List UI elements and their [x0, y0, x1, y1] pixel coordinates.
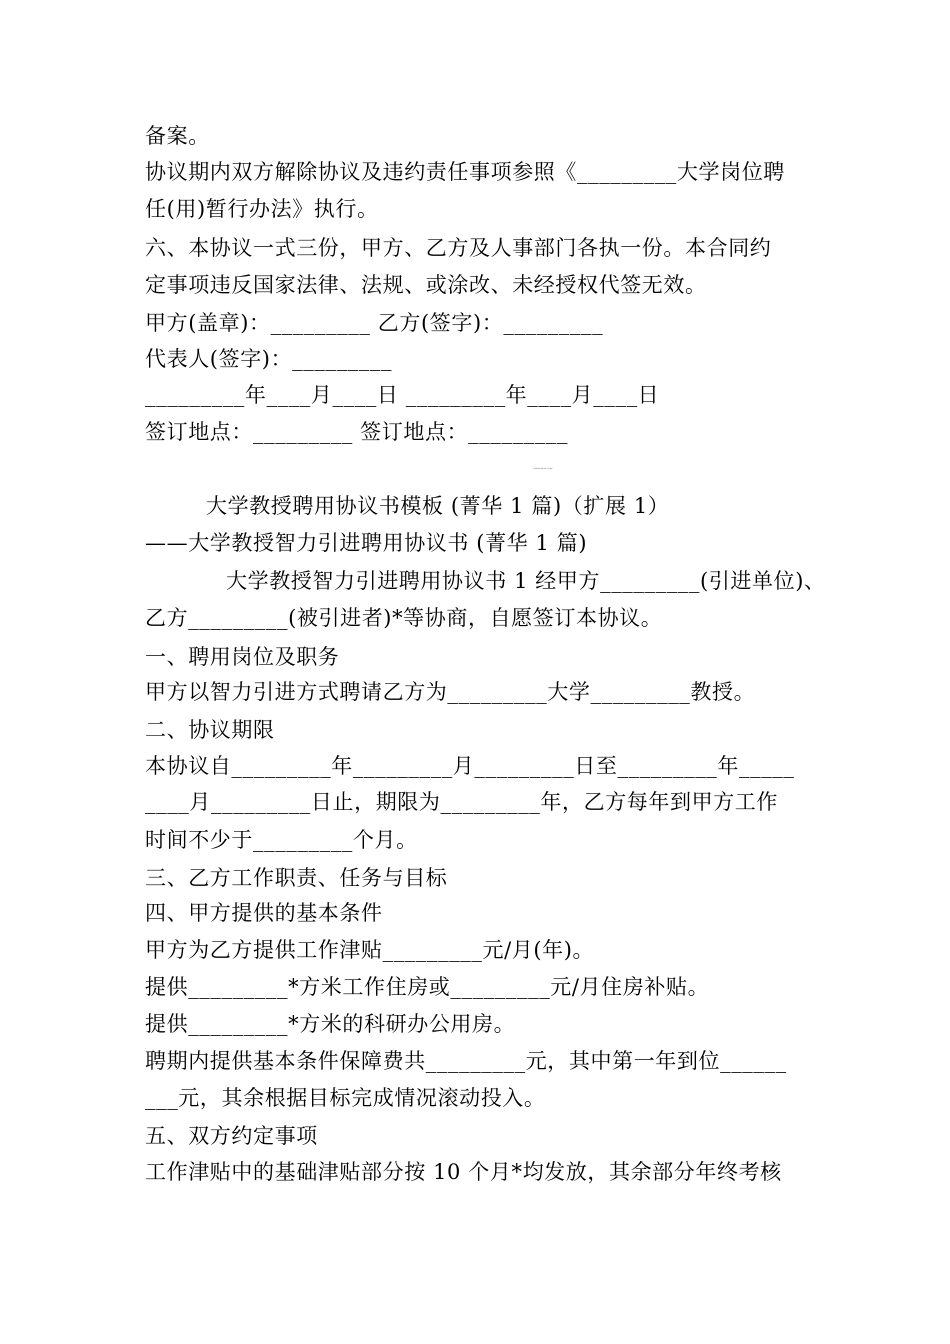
text-line: 本协议自_________年_________月_________日至_________年_____	[145, 754, 795, 778]
text-line: ____月_________日止，期限为_________年，乙方每年到甲方工作	[145, 790, 778, 814]
clause-heading: 一、聘用岗位及职务	[145, 645, 340, 669]
section-subtitle: 大学教授聘用协议书模板 (菁华 1 篇)（扩展 1）	[206, 494, 670, 518]
text-line: 大学教授智力引进聘用协议书 1 经甲方_________(引进单位)、	[226, 569, 826, 593]
text-line: 任(用)暂行办法》执行。	[145, 197, 379, 221]
clause-heading: 四、甲方提供的基本条件	[145, 901, 383, 925]
text-line: 提供_________*方米的科研办公用房。	[145, 1012, 516, 1036]
section-subtitle: ——大学教授智力引进聘用协议书 (菁华 1 篇)	[145, 531, 588, 555]
clause-heading: 三、乙方工作职责、任务与目标	[145, 866, 448, 890]
text-line: 聘期内提供基本条件保障费共_________元，其中第一年到位______	[145, 1049, 787, 1073]
signature-line: 代表人(签字)：_________	[145, 347, 393, 371]
text-line: 时间不少于_________个月。	[145, 828, 418, 852]
date-line: _________年____月____日 _________年____月____日	[145, 383, 660, 407]
section-title: 大学教授聘用协议书模板 (菁华 1 篇)扩展阅读	[532, 469, 553, 470]
clause-heading: 二、协议期限	[145, 718, 275, 742]
text-line: 提供_________*方米工作住房或_________元/月住房补贴。	[145, 975, 710, 999]
text-line: 协议期内双方解除协议及违约责任事项参照《_________大学岗位聘	[145, 160, 785, 184]
text-line: 工作津贴中的基础津贴部分按 10 个月*均发放，其余部分年终考核	[145, 1160, 782, 1184]
clause-heading: 五、双方约定事项	[145, 1124, 318, 1148]
text-line: 甲方以智力引进方式聘请乙方为_________大学_________教授。	[145, 680, 756, 704]
text-line: 乙方_________(被引进者)*等协商，自愿签订本协议。	[145, 606, 663, 630]
text-line: 甲方为乙方提供工作津贴_________元/月(年)。	[145, 938, 595, 962]
signature-line: 甲方(盖章)：_________ 乙方(签字)：_________	[145, 311, 604, 335]
text-line: 六、本协议一式三份，甲方、乙方及人事部门各执一份。本合同约	[145, 236, 772, 260]
location-line: 签订地点：_________ 签订地点：_________	[145, 420, 569, 444]
text-line: 备案。	[145, 124, 210, 148]
text-line: 定事项违反国家法律、法规、或涂改、未经授权代签无效。	[145, 273, 707, 297]
text-line: ___元，其余根据目标完成情况滚动投入。	[145, 1086, 546, 1110]
